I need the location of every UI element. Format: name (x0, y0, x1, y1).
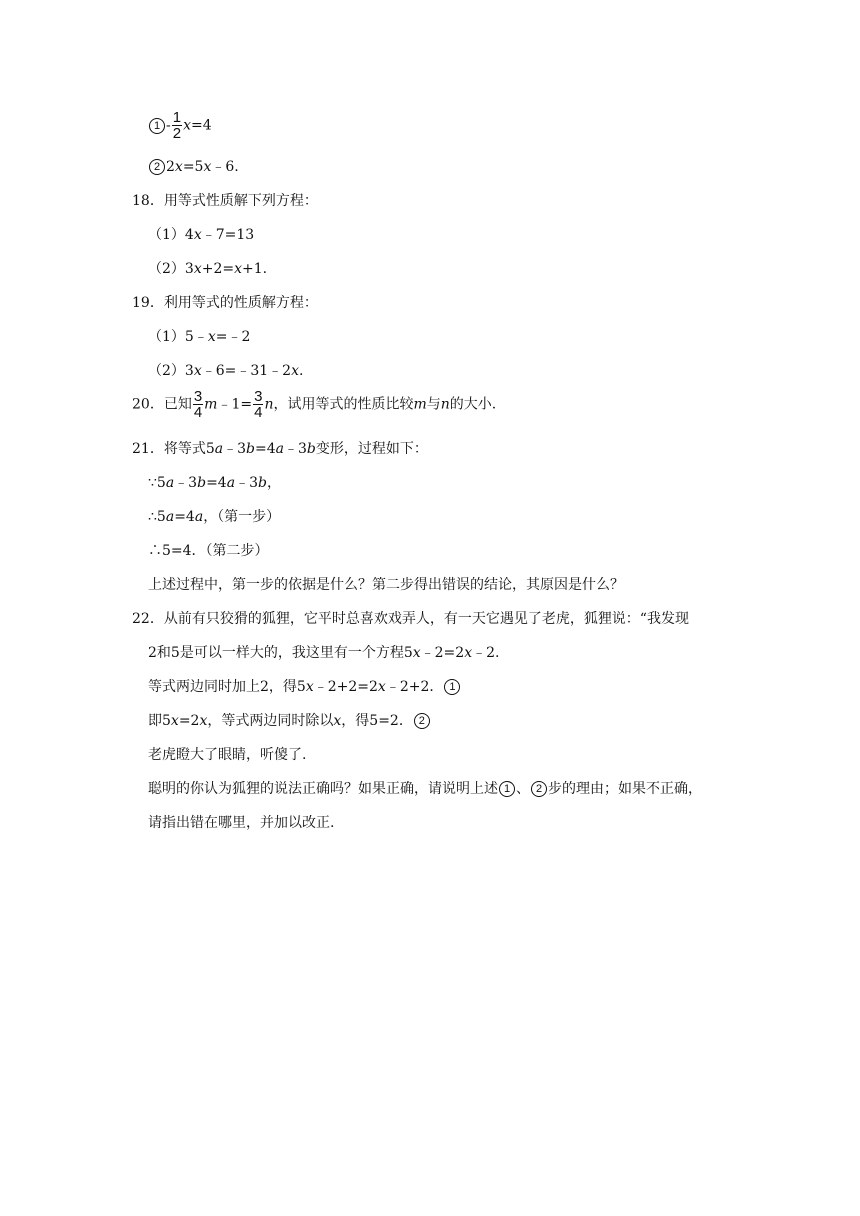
question-22-line-1: 22．从前有只狡猾的狐狸，它平时总喜欢戏弄人，有一天它遇见了老虎，狐狸说：“我发现 (132, 611, 689, 627)
circled-number: 1 (149, 118, 165, 134)
equation-17-1: 1 - $\frac{1}{2}$ x=4 (148, 110, 212, 141)
question-21-step-0: ∵5a﹣3b=4a﹣3b， (148, 475, 281, 491)
question-22-line-6: 聪明的你认为狐狸的说法正确吗？如果正确，请说明上述 1 、 2 步的理由；如果不正确， (148, 781, 702, 797)
question-18-part-2: （2）3x+2=x+1. (148, 261, 268, 277)
equation-17-2: 2 2x=5x﹣6. (148, 158, 239, 176)
question-21-prompt: 上述过程中，第一步的依据是什么？第二步得出错误的结论，其原因是什么？ (148, 577, 624, 593)
circled-number: 1 (499, 781, 515, 797)
question-21-step-1: ∴5a=4a，（第一步） (148, 509, 281, 525)
circled-number: 2 (149, 159, 165, 175)
fraction: $\frac{3}{4}$ (193, 388, 203, 421)
question-19-part-2: （2）3x﹣6=﹣31﹣2x. (148, 363, 304, 379)
circled-number: 1 (444, 679, 460, 695)
question-20: 20．已知 $\frac{3}{4}$ m﹣1= $\frac{3}{4}$ n，试用等式的性质比较m与n的大小. (132, 388, 497, 421)
question-19: 19．利用等式的性质解方程： (132, 295, 318, 311)
circled-number: 2 (531, 781, 547, 797)
question-22-line-7: 请指出错在哪里，并加以改正. (148, 815, 335, 831)
question-18-part-1: （1）4x﹣7=13 (148, 227, 255, 243)
question-22-line-4: 即5x=2x，等式两边同时除以x，得5=2． 2 (148, 712, 431, 730)
circled-number: 2 (414, 713, 430, 729)
question-21: 21．将等式5a﹣3b=4a﹣3b变形，过程如下： (132, 441, 428, 457)
fraction: $\frac{1}{2}$ (172, 109, 182, 142)
fraction: $\frac{3}{4}$ (254, 388, 263, 421)
question-22-line-3: 等式两边同时加上2，得5x﹣2+2=2x﹣2+2． 1 (148, 678, 461, 696)
question-18: 18．用等式性质解下列方程： (132, 193, 318, 209)
question-22-line-5: 老虎瞪大了眼睛，听傻了. (148, 747, 307, 763)
question-19-part-1: （1）5﹣x=﹣2 (148, 329, 251, 345)
question-22-line-2: 2和5是可以一样大的，我这里有一个方程5x﹣2=2x﹣2. (148, 645, 500, 661)
question-21-step-2: ∴5=4．（第二步） (148, 543, 269, 559)
